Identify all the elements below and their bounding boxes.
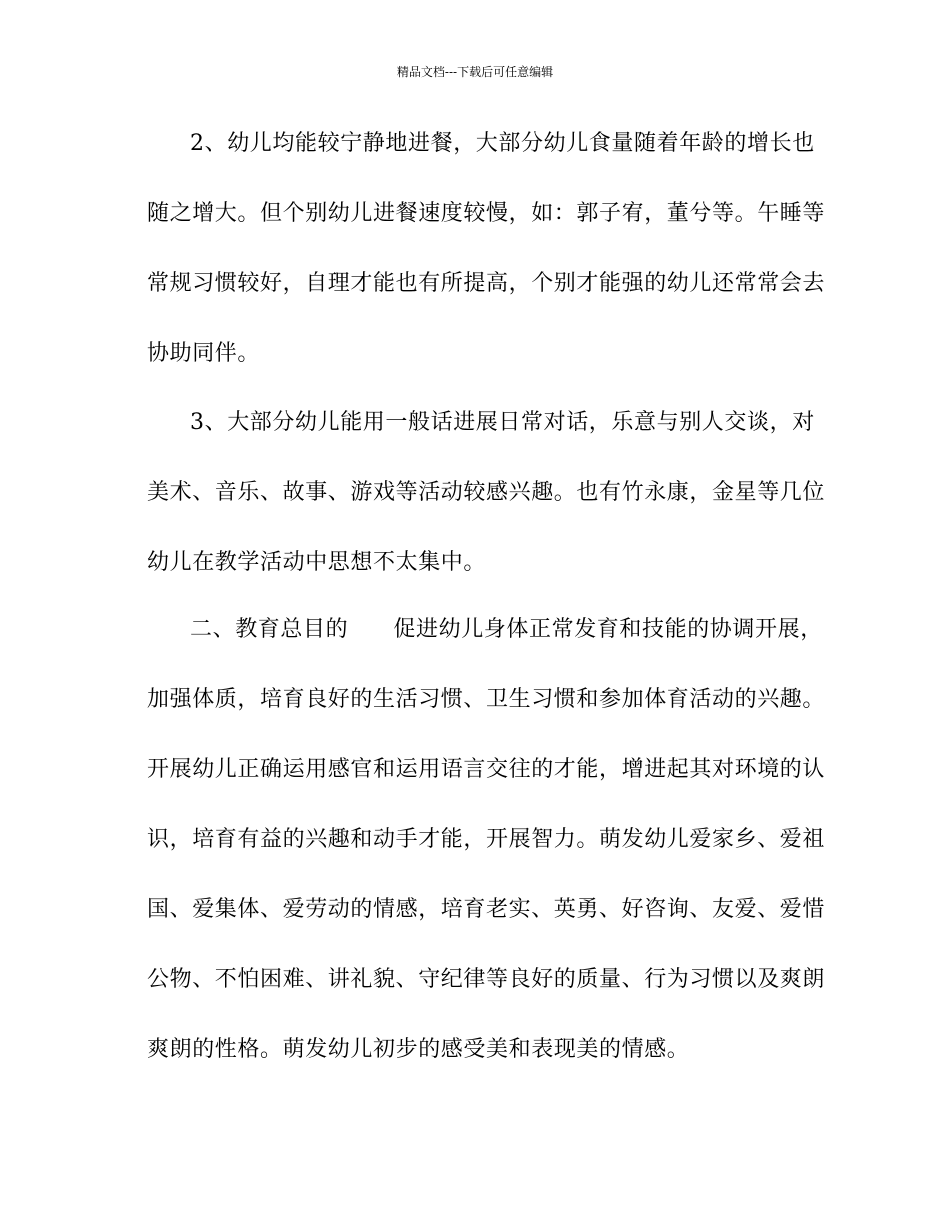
text-line: 幼儿在教学活动中思想不太集中。 bbox=[147, 550, 487, 575]
text-line: 美术、音乐、故事、游戏等活动较感兴趣。也有竹永康，金星等几位 bbox=[147, 480, 826, 505]
text-line: 开展幼儿正确运用感官和运用语言交往的才能，增进起其对环境的认 bbox=[147, 757, 826, 782]
page-header: 精品文档---下载后可任意编辑 bbox=[396, 65, 554, 79]
text-line: 加强体质，培育良好的生活习惯、卫生习惯和参加体育活动的兴趣。 bbox=[147, 687, 826, 712]
text-line: 随之增大。但个别幼儿进餐速度较慢，如：郭子宥，董兮等。午睡等 bbox=[147, 201, 826, 226]
text-line: 3、大部分幼儿能用一般话进展日常对话，乐意与别人交谈，对 bbox=[190, 410, 815, 435]
text-line: 爽朗的性格。萌发幼儿初步的感受美和表现美的情感。 bbox=[147, 1037, 690, 1062]
section-heading-line: 二、教育总目的 促进幼儿身体正常发育和技能的协调开展， bbox=[190, 617, 823, 642]
text-line: 识，培育有益的兴趣和动手才能，开展智力。萌发幼儿爱家乡、爱祖 bbox=[147, 827, 826, 852]
text-line: 国、爱集体、爱劳动的情感，培育老实、英勇、好咨询、友爱、爱惜 bbox=[147, 897, 826, 922]
text-line: 常规习惯较好，自理才能也有所提高，个别才能强的幼儿还常常会去 bbox=[147, 271, 826, 296]
text-line: 协助同伴。 bbox=[147, 341, 261, 366]
text-line: 2、幼儿均能较宁静地进餐，大部分幼儿食量随着年龄的增长也 bbox=[190, 131, 815, 156]
text-line: 公物、不怕困难、讲礼貌、守纪律等良好的质量、行为习惯以及爽朗 bbox=[147, 967, 826, 992]
